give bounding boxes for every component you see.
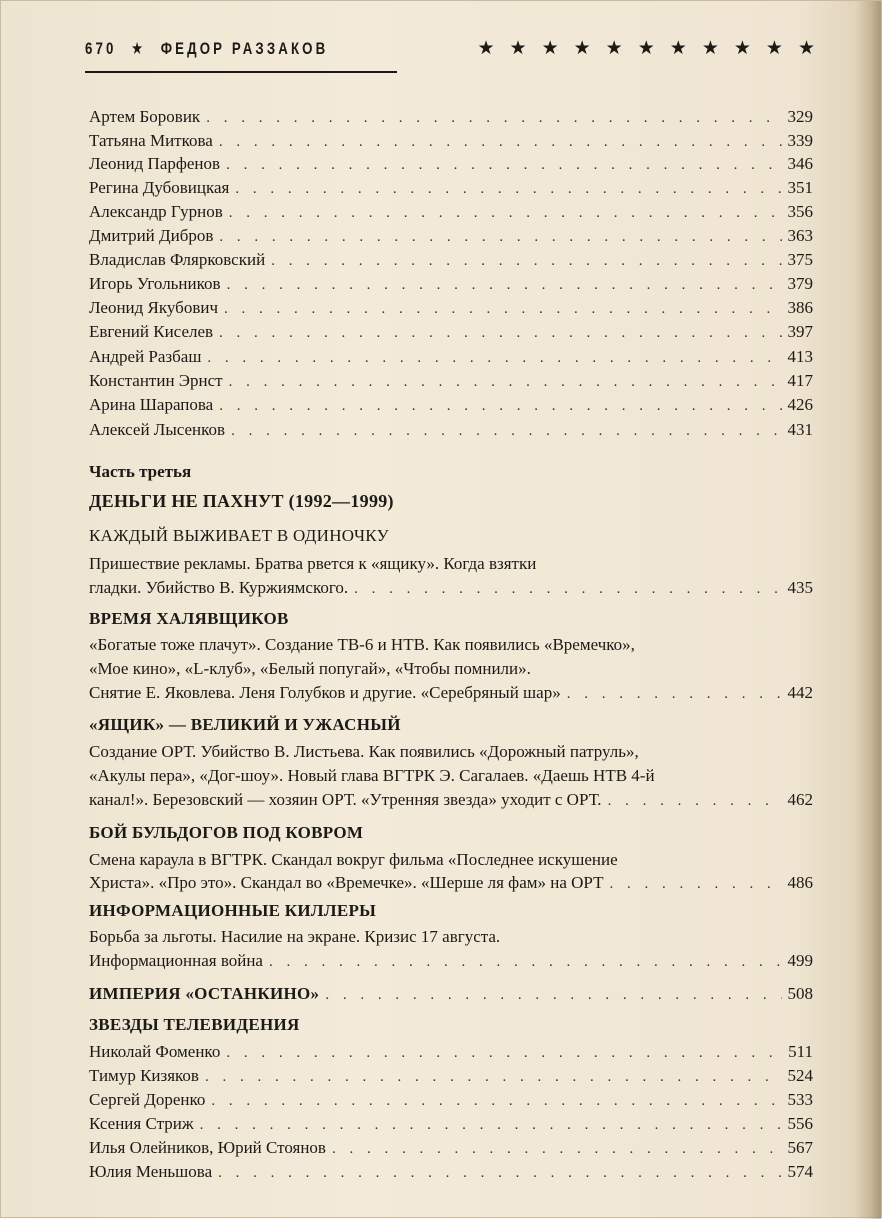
header-star-row	[477, 35, 815, 63]
running-header	[85, 35, 815, 69]
header-left	[85, 35, 328, 63]
chapter-summary-last[interactable]	[89, 576, 813, 600]
chapter-summary-text: канал!». Березовский — хозяин ОРТ. «Утренняя звезда» уходит с ОРТ.	[89, 790, 602, 809]
toc-entry[interactable]	[89, 1136, 813, 1160]
chapter-summary-text: Христа». «Про это». Скандал во «Времечке». «Шерше ля фам» на ОРТ	[89, 873, 604, 892]
toc-entry-page: 508	[787, 984, 813, 1003]
toc-leader	[200, 1113, 782, 1137]
toc-entry[interactable]	[89, 224, 813, 248]
toc-entry-title: Артем Боровик	[89, 107, 201, 126]
chapter-heading[interactable]: БОЙ БУЛЬДОГОВ ПОД КОВРОМ	[89, 823, 364, 842]
toc-entry-page: 346	[787, 154, 813, 173]
toc-entry-page: 339	[787, 131, 813, 150]
toc-entry-title: Регина Дубовицкая	[89, 178, 230, 197]
toc-entry[interactable]	[89, 272, 813, 296]
toc-entry-title: Сергей Доренко	[89, 1090, 206, 1109]
toc-leader	[609, 872, 781, 896]
toc-entry[interactable]	[89, 369, 813, 393]
toc-entry-page: 417	[787, 371, 813, 390]
toc-leader	[354, 577, 781, 601]
star-icon: ★	[637, 38, 670, 59]
chapter-entry[interactable]	[89, 982, 813, 1006]
chapter-heading[interactable]: КАЖДЫЙ ВЫЖИВАЕТ В ОДИНОЧКУ	[89, 526, 389, 545]
toc-entry-page: 499	[787, 951, 813, 970]
toc-entry-title: Арина Шарапова	[89, 395, 214, 414]
toc-entry-page: 442	[787, 683, 813, 702]
toc-entry[interactable]	[89, 1088, 813, 1112]
chapter-summary-last[interactable]	[89, 871, 813, 895]
toc-entry-title: Алексей Лысенков	[89, 420, 226, 439]
chapter-summary-last[interactable]	[89, 681, 813, 705]
toc-entry-page: 567	[787, 1138, 813, 1157]
toc-entry[interactable]	[89, 1040, 813, 1064]
star-icon: ★	[541, 38, 574, 59]
chapter-summary-text: Информационная война	[89, 951, 263, 970]
toc-entry-page: 379	[787, 274, 813, 293]
chapter-heading[interactable]: ЗВЕЗДЫ ТЕЛЕВИДЕНИЯ	[89, 1015, 300, 1034]
part-title: ДЕНЬГИ НЕ ПАХНУТ (1992—1999)	[89, 491, 394, 511]
toc-leader	[219, 130, 782, 154]
toc-leader	[219, 394, 781, 418]
toc-entry-title: Александр Гурнов	[89, 202, 223, 221]
toc-entry[interactable]	[89, 418, 813, 442]
toc-entry-page: 413	[787, 347, 813, 366]
toc-entry-title: Константин Эрнст	[89, 371, 223, 390]
toc-entry[interactable]	[89, 200, 813, 224]
chapter-summary-line: «Мое кино», «L-клуб», «Белый попугай», «Чтобы помнили».	[89, 659, 531, 678]
toc-entry-title: Илья Олейников, Юрий Стоянов	[89, 1138, 326, 1157]
star-icon: ★	[669, 38, 702, 59]
chapter-summary-line: Борьба за льготы. Насилие на экране. Кризис 17 августа.	[89, 927, 501, 946]
toc-entry[interactable]	[89, 176, 813, 200]
toc-leader	[229, 201, 782, 225]
toc-entry[interactable]	[89, 129, 813, 153]
chapter-summary-line: Создание ОРТ. Убийство В. Листьева. Как появились «Дорожный патруль»,	[89, 742, 639, 761]
chapter-summary-last[interactable]	[89, 788, 813, 812]
chapter-summary-line: Смена караула в ВГТРК. Скандал вокруг фильма «Последнее искушение	[89, 850, 618, 869]
toc-entry-title: Леонид Якубович	[89, 298, 219, 317]
toc-entry-title: Тимур Кизяков	[89, 1066, 199, 1085]
toc-entry-page: 574	[787, 1162, 813, 1181]
toc-leader	[271, 249, 781, 273]
chapter-summary-text: гладки. Убийство В. Куржиямского.	[89, 578, 349, 597]
star-icon: ★	[797, 38, 815, 59]
toc-entry[interactable]	[89, 248, 813, 272]
toc-entry[interactable]	[89, 152, 813, 176]
toc-leader	[226, 1041, 782, 1065]
toc-entry[interactable]	[89, 1160, 813, 1184]
header-page-number: 670	[85, 39, 117, 58]
header-rule	[85, 71, 397, 73]
star-icon: ★	[509, 38, 542, 59]
toc-leader	[231, 419, 781, 443]
chapter-summary-line: «Акулы пера», «Дог-шоу». Новый глава ВГТРК Э. Сагалаев. «Даешь НТВ 4-й	[89, 766, 655, 785]
chapter-summary-text: Снятие Е. Яковлева. Леня Голубков и другие. «Серебряный шар»	[89, 683, 561, 702]
chapter-summary-last[interactable]	[89, 949, 813, 973]
toc-entry-title: Игорь Угольников	[89, 274, 221, 293]
toc-leader	[332, 1137, 782, 1161]
toc-leader	[269, 950, 782, 974]
chapter-heading: ИМПЕРИЯ «ОСТАНКИНО»	[89, 984, 320, 1003]
toc-entry-title: Андрей Разбаш	[89, 347, 202, 366]
toc-entry-page: 397	[787, 322, 813, 341]
toc-leader	[227, 273, 782, 297]
star-icon: ★	[701, 38, 734, 59]
toc-leader	[206, 106, 781, 130]
chapter-heading[interactable]: «ЯЩИК» — ВЕЛИКИЙ И УЖАСНЫЙ	[89, 715, 401, 734]
toc-entry[interactable]	[89, 1064, 813, 1088]
toc-entry[interactable]	[89, 296, 813, 320]
toc-entry-title: Юлия Меньшова	[89, 1162, 213, 1181]
toc-entry-page: 511	[788, 1042, 813, 1061]
toc-entry[interactable]	[89, 105, 813, 129]
star-icon: ★	[573, 38, 606, 59]
toc-entry-page: 386	[787, 298, 813, 317]
toc-leader	[235, 177, 781, 201]
toc-entry-page: 556	[787, 1114, 813, 1133]
toc-entry[interactable]	[89, 320, 813, 344]
toc-leader	[567, 682, 782, 706]
toc-leader	[211, 1089, 781, 1113]
toc-entry[interactable]	[89, 1112, 813, 1136]
toc-leader	[229, 370, 782, 394]
toc-entry-page: 351	[787, 178, 813, 197]
chapter-summary-line: Пришествие рекламы. Братва рвется к «ящику». Когда взятки	[89, 554, 537, 573]
page-spine-shadow	[855, 1, 881, 1219]
header-author: ФЕДОР РАЗЗАКОВ	[160, 39, 329, 58]
toc-entry-title: Владислав Флярковский	[89, 250, 266, 269]
toc-leader	[219, 321, 781, 345]
toc-entry-page: 462	[787, 790, 813, 809]
header-star-icon: ★	[131, 39, 147, 58]
star-icon: ★	[733, 38, 766, 59]
toc-entry-page: 375	[787, 250, 813, 269]
part-label: Часть третья	[89, 462, 192, 481]
toc-entry-page: 435	[787, 578, 813, 597]
toc-entry-title: Николай Фоменко	[89, 1042, 221, 1061]
toc-entry-page: 356	[787, 202, 813, 221]
toc-entry-title: Леонид Парфенов	[89, 154, 221, 173]
toc-entry-page: 363	[787, 226, 813, 245]
toc-entry-title: Татьяна Миткова	[89, 131, 213, 150]
toc-leader	[207, 346, 781, 370]
toc-leader	[218, 1161, 781, 1185]
toc-entry-page: 431	[787, 420, 813, 439]
toc-entry-page: 426	[787, 395, 813, 414]
toc-leader	[226, 153, 781, 177]
toc-leader	[224, 297, 781, 321]
toc-entry-title: Дмитрий Дибров	[89, 226, 214, 245]
toc-entry-page: 486	[787, 873, 813, 892]
toc-leader	[219, 225, 781, 249]
star-icon: ★	[765, 38, 798, 59]
toc-entry-page: 329	[787, 107, 813, 126]
toc-entry[interactable]	[89, 393, 813, 417]
toc-entry-page: 533	[787, 1090, 813, 1109]
toc-leader	[325, 983, 781, 1007]
toc-leader	[608, 789, 782, 813]
chapter-heading[interactable]: ВРЕМЯ ХАЛЯВЩИКОВ	[89, 609, 289, 628]
star-icon: ★	[477, 38, 510, 59]
toc-entry-page: 524	[787, 1066, 813, 1085]
toc-entry-title: Евгений Киселев	[89, 322, 214, 341]
star-icon: ★	[605, 38, 638, 59]
chapter-summary-line: «Богатые тоже плачут». Создание ТВ-6 и НТВ. Как появились «Времечко»,	[89, 635, 635, 654]
toc-leader	[205, 1065, 782, 1089]
toc-entry[interactable]	[89, 345, 813, 369]
chapter-heading[interactable]: ИНФОРМАЦИОННЫЕ КИЛЛЕРЫ	[89, 901, 377, 920]
toc-entry-title: Ксения Стриж	[89, 1114, 194, 1133]
